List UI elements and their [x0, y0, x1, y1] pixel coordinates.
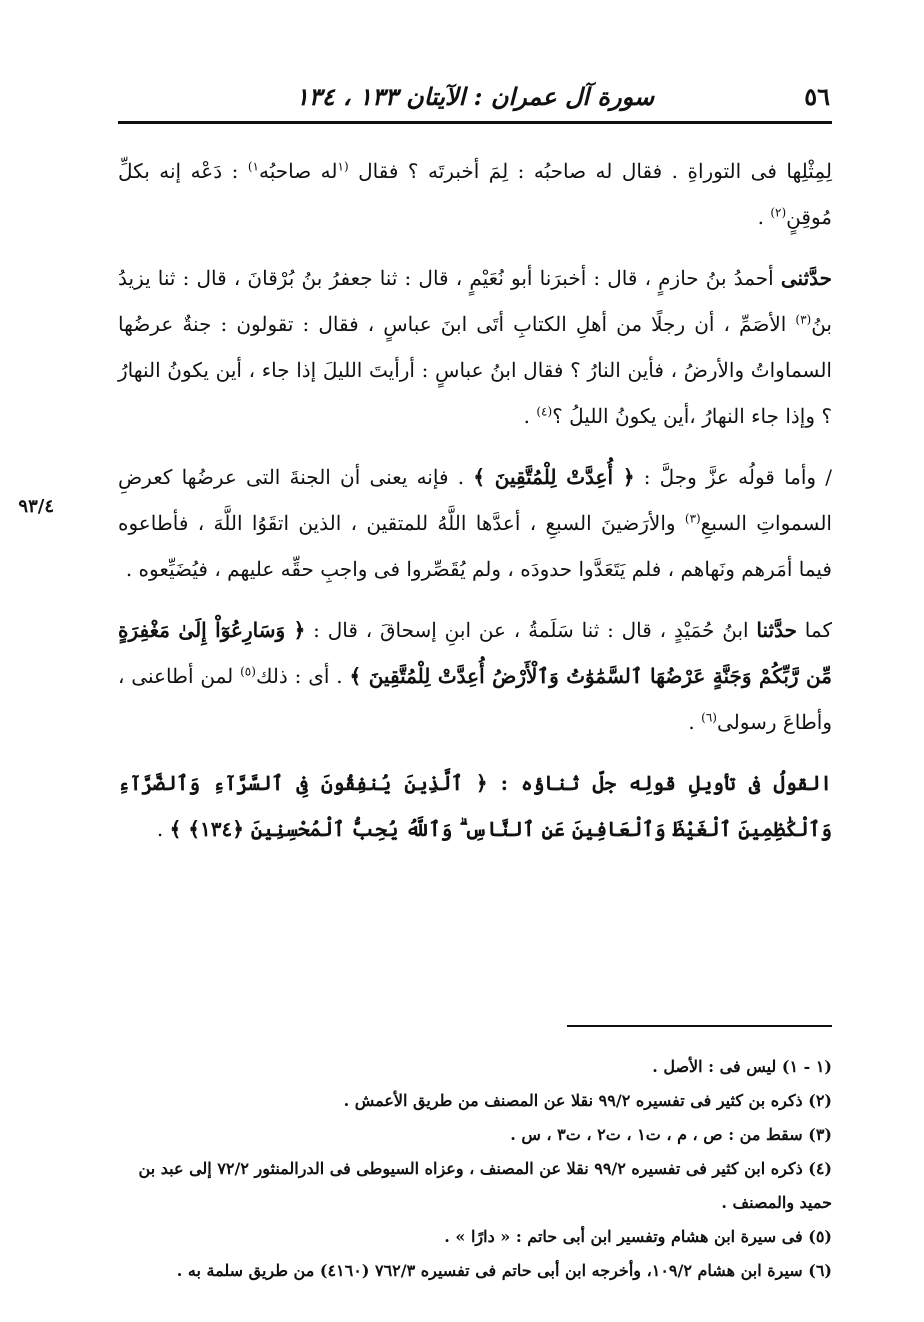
paragraph-4 [118, 607, 832, 745]
footnote: (٦) سيرة ابن هشام ١٠٩/٢، وأخرجه ابن أبى حاتم فى تفسيره ٧٦٢/٣ (٤١٦٠) من طريق سلمة به . [176, 1261, 832, 1280]
text: . أى : ذلك [255, 664, 350, 688]
text: كما [796, 618, 832, 642]
section-heading: القولُ فى تأويلِ قولِه جلّ ثناؤه : [487, 771, 832, 795]
margin-note: ٩٣/٤ [18, 496, 54, 517]
text: . [156, 817, 170, 841]
text: ابنُ حُمَيْدٍ ، قال : ثنا سَلَمةُ ، عن ابنِ إسحاقَ ، قال : [305, 618, 757, 642]
text: لِمِثْلِها فى التوراةِ . فقال له صاحبُه : لِمَ أخبرتَه ؟ فقال [348, 159, 832, 183]
text: لمن أطاعنى ، وأطاعَ رسولى [118, 664, 832, 734]
text: الأصَمِّ ، أن رجلًا من أهلِ الكتابِ أتَى ابنَ عباسٍ ، فقال : تقولون : جنةٌ عرضُها السماواتُ والأرضُ ، فأين النارُ ؟ فقال ابنُ عباسٍ : أرأيتَ الليلَ إذا جاء ، أين يكونُ النهارُ ؟ وإذا جاء النهارُ ،أين يكونُ الليلُ ؟ [118, 312, 832, 428]
text: . [523, 404, 537, 428]
quran-verse: ﴿ أُعِدَّتْ لِلْمُتَّقِينَ ﴾ [473, 465, 635, 489]
text: أحمدُ بنُ حازمٍ ، قال : أخبرَنا أبو نُعَيْمٍ ، قال : ثنا جعفرُ بنُ بُرْقانَ ، قال : ثنا يزيدُ بنُ [118, 266, 832, 336]
header-rule [118, 121, 832, 124]
text: . فإنه يعنى أن الجنةَ التى عرضُها كعرضِ السمواتِ السبعِ [118, 465, 832, 535]
footnote-ref[interactable]: (٦) [701, 710, 717, 725]
footnote-ref[interactable]: (٤) [536, 404, 553, 419]
footnote-ref[interactable]: (٣) [684, 511, 701, 526]
footnote: (١ - ١) ليس فى : الأصل . [652, 1057, 832, 1076]
footnote-ref[interactable]: (٣) [795, 312, 812, 327]
footnote-ref[interactable]: (٢) [770, 205, 787, 220]
text: . [688, 710, 702, 734]
footnote-ref[interactable]: (١ [337, 159, 349, 174]
page-number: ٥٦ [804, 82, 830, 111]
quran-verse: ﴿ ٱلَّذِينَ يُنفِقُونَ فِى ٱلسَّرَّآءِ وَٱلضَّرَّآءِ وَٱلْكَٰظِمِينَ ٱلْغَيْظَ وَٱلْعَافِينَ عَنِ ٱلنَّاسِ ۗ وَٱللَّهُ يُحِبُّ ٱلْمُحْسِنِينَ ﴿١٣٤﴾ ﴾ [118, 771, 832, 841]
quran-verse: ﴿ وَسَارِعُوٓاْ إِلَىٰ مَغْفِرَةٍ مِّن رَّبِّكُمْ وَجَنَّةٍ عَرْضُهَا ٱلسَّمَٰوَٰتُ وَٱلْأَرْضُ أُعِدَّتْ لِلْمُتَّقِينَ ﴾ [118, 618, 832, 688]
paragraph-5 [118, 760, 832, 852]
footnote: (٤) ذكره ابن كثير فى تفسيره ٩٩/٢ نقلا عن المصنف ، وعزاه السيوطى فى الدرالمنثور ٧٢/٢ إلى عبد بن [138, 1159, 832, 1178]
paragraph-2 [118, 255, 832, 439]
text: : دَعْه إنه بكلِّ مُوقِنٍ [118, 159, 832, 229]
isnad-lead: حدَّثنا [756, 618, 797, 642]
isnad-lead: حدَّثنى [780, 266, 832, 290]
footnote: (٢) ذكره بن كثير فى تفسيره ٩٩/٢ نقلا عن المصنف من طريق الأعمش . [343, 1091, 832, 1110]
footnote-ref[interactable]: (٥) [240, 664, 256, 679]
footnotes [118, 1050, 832, 1288]
footnote-ref[interactable]: ١) [247, 159, 259, 174]
footnote-continuation: حميد والمصنف . [721, 1193, 832, 1212]
text: . [757, 205, 771, 229]
paragraph-1 [118, 148, 832, 240]
footnote: (٣) سقط من : ص ، م ، ت١ ، ت٢ ، ت٣ ، س . [510, 1125, 832, 1144]
paragraph-3 [118, 454, 832, 592]
text: / وأما قولُه عزَّ وجلَّ : [634, 465, 832, 489]
text: له صاحبُه [258, 159, 338, 183]
running-title: سورة آل عمران : الآيتان ١٣٣ ، ١٣٤ [295, 82, 655, 111]
text: والأرَضينَ السبعِ ، أعدَّها اللَّهُ للمتقين ، الذين اتقَوُا اللَّهَ ، فأطاعوه فيما أمَرهم ونَهاهم ، فلم يَتَعَدَّوا حدودَه ، ولم يُقَصِّروا فى واجبِ حقِّه عليهم ، فيُضَيِّعوه . [118, 511, 832, 581]
main-text [118, 148, 832, 852]
footnote-rule [567, 1025, 832, 1027]
footnote: (٥) فى سيرة ابن هشام وتفسير ابن أبى حاتم : « دارًا » . [444, 1227, 832, 1246]
page-header [120, 70, 830, 120]
